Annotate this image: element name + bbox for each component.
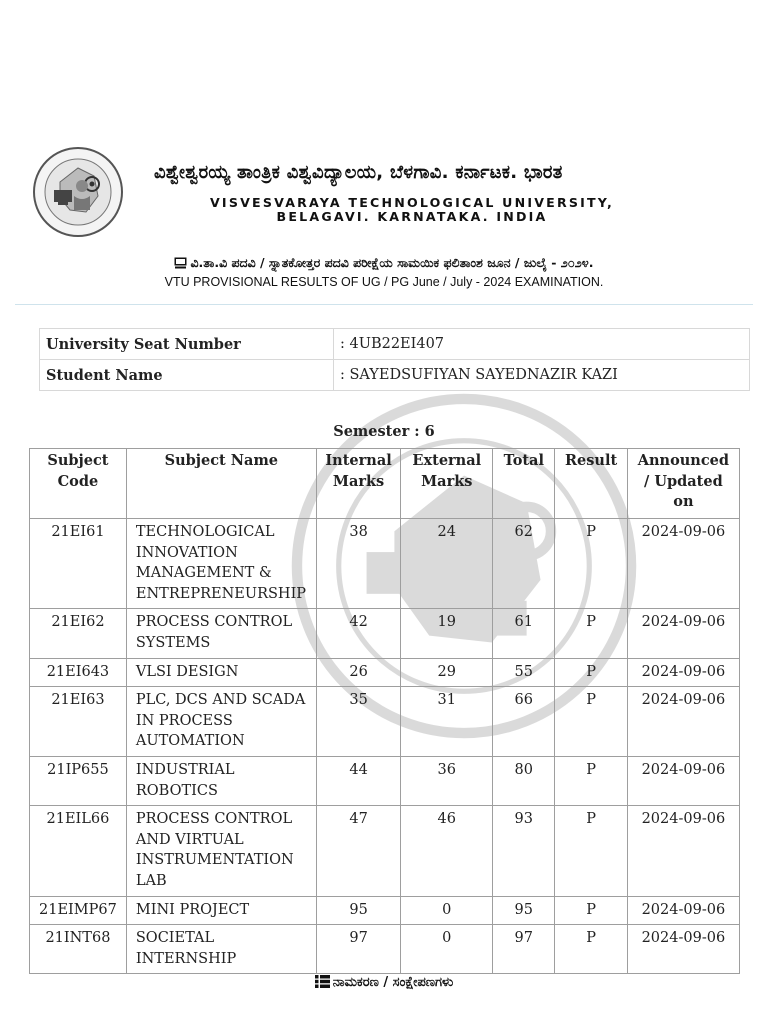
student-name-row [40,360,750,391]
seat-number-value: : 4UB22EI407 [334,329,750,360]
external-marks: 24 [401,519,493,609]
page-header [0,140,768,290]
total-marks: 61 [493,609,555,658]
computer-icon [174,257,187,269]
results-subtitle-english: VTU PROVISIONAL RESULTS OF UG / PG June / July - 2024 EXAMINATION. [164,275,604,289]
header-external-marks: External Marks [401,449,493,519]
subject-name: VLSI DESIGN [126,658,316,687]
external-marks: 36 [401,756,493,805]
announced-date: 2024-09-06 [627,519,739,609]
subject-name: PROCESS CONTROL SYSTEMS [126,609,316,658]
university-title-kannada: ವಿಶ್ವೇಶ್ವರಯ್ಯ ತಾಂತ್ರಿಕ ವಿಶ್ವವಿದ್ಯಾಲಯ, ಬೆಳಗಾವಿ. ಕರ್ನಾಟಕ. ಭಾರತ [154,162,563,183]
university-logo [32,146,124,238]
external-marks: 29 [401,658,493,687]
internal-marks: 26 [316,658,401,687]
announced-date: 2024-09-06 [627,687,739,757]
subject-name: PLC, DCS AND SCADA IN PROCESS AUTOMATION [126,687,316,757]
table-row [30,925,740,974]
internal-marks: 95 [316,896,401,925]
total-marks: 55 [493,658,555,687]
results-header-row [30,449,740,519]
external-marks: 19 [401,609,493,658]
results-subtitle-kannada-text: ವಿ.ತಾ.ವಿ ಪದವಿ / ಸ್ನಾತಕೋತ್ತರ ಪದವಿ ಪರೀಕ್ಷೆಯ ಸಾಮಯಿಕ ಫಲಿತಾಂಶ ಜೂನ / ಜುಲೈ - ೨೦೨೪. [190,255,594,270]
table-row [30,687,740,757]
results-table [29,448,740,974]
list-icon [315,975,330,988]
subject-code: 21EI63 [30,687,127,757]
subject-code: 21INT68 [30,925,127,974]
external-marks: 0 [401,896,493,925]
subject-name: INDUSTRIAL ROBOTICS [126,756,316,805]
subject-code: 21EI643 [30,658,127,687]
seat-number-row [40,329,750,360]
table-row [30,756,740,805]
external-marks: 0 [401,925,493,974]
table-row [30,519,740,609]
subject-code: 21EI61 [30,519,127,609]
header-subject-name: Subject Name [126,449,316,519]
subject-name: PROCESS CONTROL AND VIRTUAL INSTRUMENTATION LAB [126,806,316,896]
total-marks: 62 [493,519,555,609]
internal-marks: 97 [316,925,401,974]
header-internal-marks: Internal Marks [316,449,401,519]
seat-number-label: University Seat Number [40,329,334,360]
announced-date: 2024-09-06 [627,806,739,896]
internal-marks: 35 [316,687,401,757]
result: P [555,658,627,687]
external-marks: 46 [401,806,493,896]
internal-marks: 44 [316,756,401,805]
total-marks: 93 [493,806,555,896]
table-row [30,896,740,925]
university-title-line1: VISVESVARAYA TECHNOLOGICAL UNIVERSITY, [209,195,615,210]
result: P [555,687,627,757]
announced-date: 2024-09-06 [627,756,739,805]
announced-date: 2024-09-06 [627,925,739,974]
total-marks: 66 [493,687,555,757]
total-marks: 95 [493,896,555,925]
result: P [555,609,627,658]
announced-date: 2024-09-06 [627,609,739,658]
external-marks: 31 [401,687,493,757]
total-marks: 80 [493,756,555,805]
header-total: Total [493,449,555,519]
header-subject-code: Subject Code [30,449,127,519]
student-info-table [39,328,750,391]
subject-code: 21IP655 [30,756,127,805]
result: P [555,519,627,609]
nomenclature-label: ನಾಮಕರಣ / ಸಂಕ್ಷೇಪಣಗಳು [332,975,454,990]
total-marks: 97 [493,925,555,974]
results-subtitle-kannada [0,255,768,271]
student-name-value: : SAYEDSUFIYAN SAYEDNAZIR KAZI [334,360,750,391]
subject-name: TECHNOLOGICAL INNOVATION MANAGEMENT & ENTREPRENEURSHIP [126,519,316,609]
nomenclature-link[interactable] [0,975,768,990]
subject-name: SOCIETAL INTERNSHIP [126,925,316,974]
announced-date: 2024-09-06 [627,896,739,925]
subject-name: MINI PROJECT [126,896,316,925]
header-result: Result [555,449,627,519]
internal-marks: 42 [316,609,401,658]
semester-label: Semester : 6 [333,423,435,440]
header-announced-on: Announced / Updated on [627,449,739,519]
table-row [30,806,740,896]
result: P [555,806,627,896]
result: P [555,896,627,925]
subject-code: 21EIL66 [30,806,127,896]
result: P [555,756,627,805]
result: P [555,925,627,974]
header-divider [15,304,753,305]
table-row [30,609,740,658]
announced-date: 2024-09-06 [627,658,739,687]
table-row [30,658,740,687]
student-name-label: Student Name [40,360,334,391]
subject-code: 21EI62 [30,609,127,658]
subject-code: 21EIMP67 [30,896,127,925]
internal-marks: 38 [316,519,401,609]
internal-marks: 47 [316,806,401,896]
university-title-line2: BELAGAVI. KARNATAKA. INDIA [276,209,548,224]
